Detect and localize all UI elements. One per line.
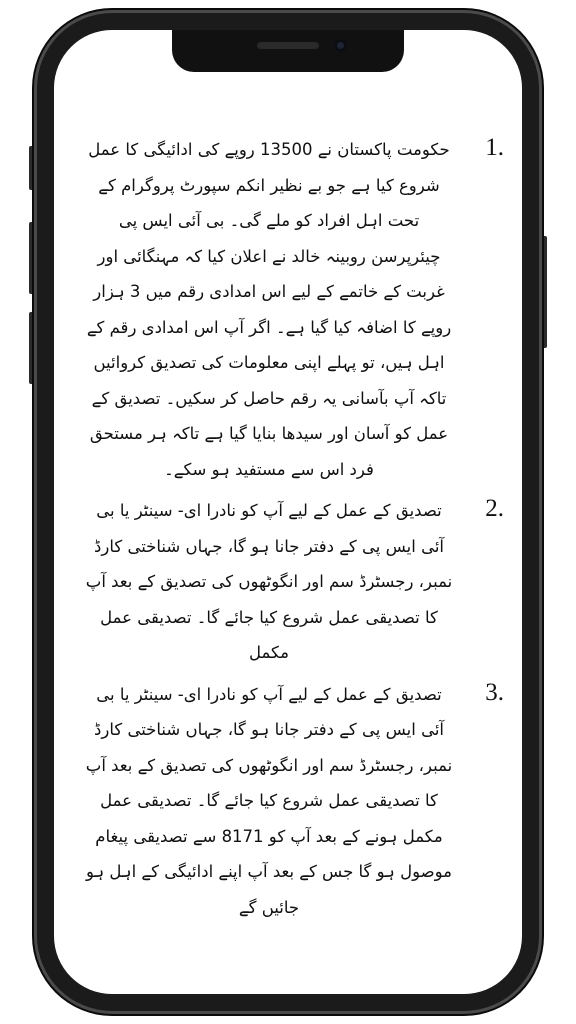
list-item-3 [84, 677, 504, 926]
earpiece-speaker [257, 42, 319, 49]
item-number: 1. [485, 134, 504, 161]
power-button[interactable] [542, 236, 547, 348]
item-number: 2. [485, 495, 504, 522]
article-list [84, 132, 504, 931]
list-item-1 [84, 132, 504, 487]
item-text: تصدیق کے عمل کے لیے آپ کو نادرا ای- سینٹر یا بی آئی ایس پی کے دفتر جانا ہو گا، جہاں شناختی کارڈ نمبر، رجسٹرڈ سم اور انگوٹھوں کی تصدیق کے بعد آپ کا تصدیقی عمل شروع کیا جائے گا۔ تصدیقی عمل مکمل [85, 501, 453, 662]
item-text: تصدیق کے عمل کے لیے آپ کو نادرا ای- سینٹر یا بی آئی ایس پی کے دفتر جانا ہو گا، جہاں شناختی کارڈ نمبر، رجسٹرڈ سم اور انگوٹھوں کی تصدیق کے بعد آپ کا تصدیقی عمل شروع کیا جائے گا۔ تصدیقی عمل مکمل ہونے کے بعد آپ کو 8171 سے تصدیقی پیغام موصول ہو گا جس کے بعد آپ اپنے ادائیگی کے اہل ہو جائیں گے [85, 684, 453, 917]
phone-notch [172, 30, 404, 72]
phone-screen [54, 30, 522, 994]
list-item-2 [84, 493, 504, 671]
item-text: حکومت پاکستان نے 13500 روپے کی ادائیگی کا عمل شروع کیا ہے جو بے نظیر انکم سپورٹ پروگرام کے تحت اہل افراد کو ملے گی۔ بی آئی ایس پی چیئرپرسن روبینہ خالد نے اعلان کیا کہ مہنگائی اور غربت کے خاتمے کے لیے اس امدادی رقم میں 3 ہزار روپے کا اضافہ کیا گیا ہے۔ اگر آپ اس امدادی رقم کے اہل ہیں، تو پہلے اپنی معلومات کی تصدیق کروائیں تاکہ آپ بآسانی یہ رقم حاصل کر سکیں۔ تصدیق کے عمل کو آسان اور سیدھا بنایا گیا ہے تاکہ ہر مستحق فرد اس سے مستفید ہو سکے۔ [86, 140, 452, 479]
item-number: 3. [485, 678, 504, 706]
front-camera-icon [334, 39, 347, 52]
